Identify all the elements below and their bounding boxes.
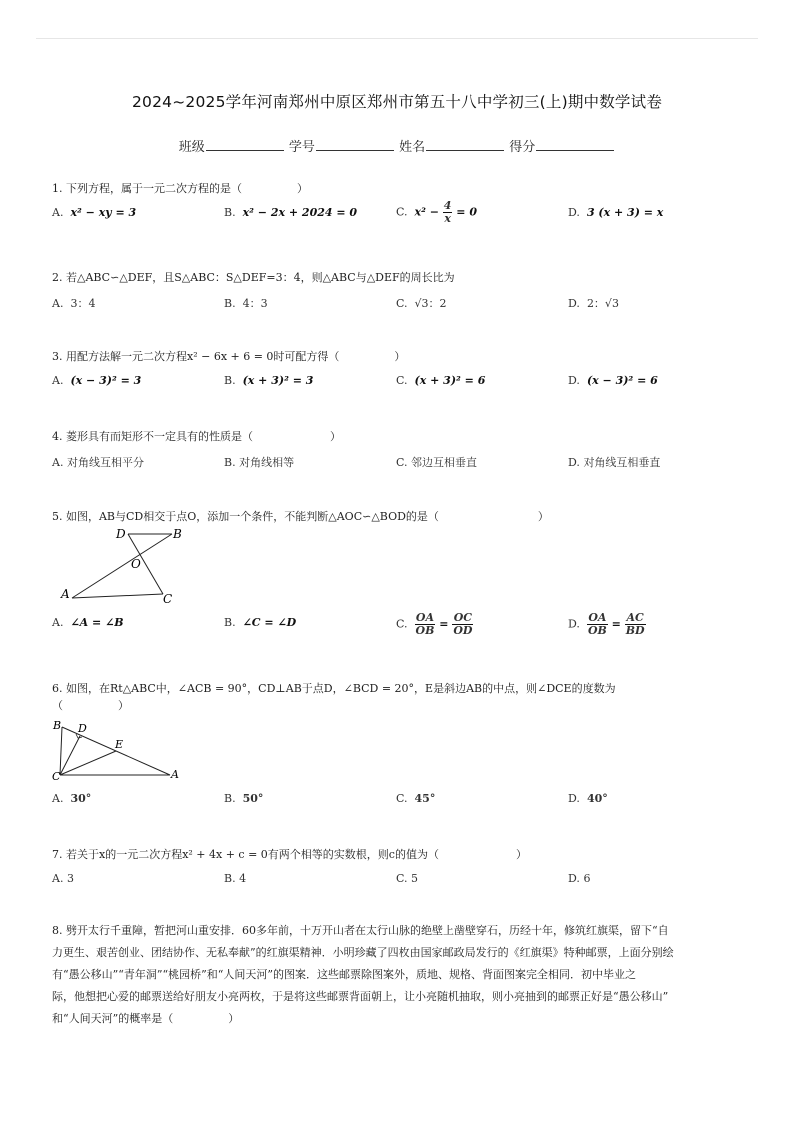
q6-option-b[interactable]: B. 50° — [224, 792, 264, 805]
q8-line-4: 际，他想把心爱的邮票送给好朋友小亮两枚，于是将这些邮票背面朝上，让小亮随机抽取，则小亮抽到的邮票正好是“愚公移山” — [52, 990, 669, 1003]
name-label: 姓名 — [399, 140, 426, 155]
name-blank[interactable] — [426, 138, 504, 151]
score-label: 得分 — [509, 140, 536, 155]
question-3-options — [52, 374, 752, 394]
segment-ce — [60, 751, 116, 775]
q1-option-b[interactable]: B. x² − 2x + 2024 = 0 — [224, 206, 358, 219]
page-title: 2024~2025学年河南郑州中原区郑州市第五十八中学初三(上)期中数学试卷 — [131, 93, 663, 111]
q5-option-b[interactable]: B. ∠C = ∠D — [224, 616, 297, 629]
q3-option-c[interactable]: C. (x + 3)² = 6 — [396, 374, 486, 387]
q3-option-b[interactable]: B. (x + 3)² = 3 — [224, 374, 314, 387]
q1-option-d[interactable]: D. 3 (x + 3) = x — [568, 206, 664, 219]
q2-option-b[interactable]: B. 4：3 — [224, 297, 268, 310]
q7-option-c[interactable]: C. 5 — [396, 872, 419, 885]
segment-cb — [60, 727, 62, 775]
q8-line-3: 有“愚公移山”“青年洞”“桃园桥”和“人间天河”的图案．这些邮票除图案外，质地、规格、背面图案完全相同．初中毕业之 — [52, 968, 636, 981]
question-2-stem: 2. 若△ABC∽△DEF，且S△ABC：S△DEF=3：4，则△ABC与△DEF的周长比为 — [52, 271, 455, 284]
question-5-stem: 5. 如图，AB与CD相交于点O，添加一个条件，不能判断△AOC∽△BOD的是（ ） — [52, 510, 549, 523]
question-6-stem: 6. 如图，在Rt△ABC中，∠ACB = 90°，CD⊥AB于点D，∠BCD = 20°，E是斜边AB的中点，则∠DCE的度数为 — [52, 682, 616, 695]
q8-line-5: 和“人间天河”的概率是（ ） — [52, 1012, 240, 1025]
label-a: A — [171, 768, 179, 781]
question-1-stem: 1. 下列方程，属于一元二次方程的是（ ） — [52, 182, 308, 195]
id-label: 学号 — [288, 140, 315, 155]
question-1-options — [52, 199, 752, 226]
q4-option-c[interactable]: C. 邻边互相垂直 — [396, 456, 478, 469]
q8-line-1: 8. 劈开太行千重障，暂把河山重安排．60多年前，十万开山者在太行山脉的绝壁上凿壁穿石，历经十年，修筑红旗渠，留下“自 — [52, 924, 669, 937]
question-7-stem: 7. 若关于x的一元二次方程x² + 4x + c = 0有两个相等的实数根，则c的值为（ ） — [52, 848, 527, 861]
label-c: C — [163, 592, 173, 605]
q7-option-d[interactable]: D. 6 — [568, 872, 591, 885]
segment-ac — [72, 594, 163, 598]
student-info-line — [0, 136, 794, 155]
q4-option-d[interactable]: D. 对角线互相垂直 — [568, 456, 661, 469]
q7-option-a[interactable]: A. 3 — [52, 872, 74, 885]
q3-option-a[interactable]: A. (x − 3)² = 3 — [52, 374, 142, 387]
q1-option-c[interactable]: C. x² − $\frac{4}{x}$ = 0 — [396, 199, 477, 225]
question-8-paragraph — [52, 920, 742, 1030]
q1-option-a[interactable]: A. x² − xy = 3 — [52, 206, 137, 219]
q4-option-a[interactable]: A. 对角线互相平分 — [52, 456, 144, 469]
q5-option-a[interactable]: A. ∠A = ∠B — [52, 616, 124, 629]
top-divider — [36, 38, 758, 39]
question-4-stem: 4. 菱形具有而矩形不一定具有的性质是（ ） — [52, 430, 341, 443]
q5-option-c[interactable]: C. $\frac{OA}{OB}$ = $\frac{OC}{OD}$ — [396, 611, 473, 637]
q2-option-c[interactable]: C. √3：2 — [396, 297, 447, 310]
label-e: E — [115, 738, 124, 751]
q7-option-b[interactable]: B. 4 — [224, 872, 247, 885]
label-b: B — [173, 527, 182, 541]
class-blank[interactable] — [206, 138, 284, 151]
label-b: B — [53, 719, 62, 732]
q8-line-2: 力更生、艰苦创业、团结协作、无私奉献”的红旗渠精神．小明珍藏了四枚由国家邮政局发行的《红旗渠》特种邮票，上面分别绘 — [52, 946, 674, 959]
question-7-options — [52, 872, 752, 892]
q2-option-a[interactable]: A. 3：4 — [52, 297, 96, 310]
q6-option-d[interactable]: D. 40° — [568, 792, 608, 805]
q6-option-a[interactable]: A. 30° — [52, 792, 92, 805]
question-6-figure — [50, 716, 190, 782]
q3-option-d[interactable]: D. (x − 3)² = 6 — [568, 374, 658, 387]
class-label: 班级 — [178, 140, 205, 155]
q5-option-d[interactable]: D. $\frac{OA}{OB}$ = $\frac{AC}{BD}$ — [568, 611, 645, 637]
label-d: D — [78, 722, 87, 735]
label-d: D — [116, 527, 126, 541]
question-5-figure — [56, 525, 186, 605]
question-6-stem-cont: （ ） — [52, 699, 129, 712]
question-6-options — [52, 792, 752, 812]
q4-option-b[interactable]: B. 对角线相等 — [224, 456, 295, 469]
score-blank[interactable] — [536, 138, 614, 151]
segment-cd — [60, 736, 80, 775]
id-blank[interactable] — [316, 138, 394, 151]
segment-ab — [72, 534, 172, 598]
label-c: C — [52, 770, 61, 782]
question-3-stem: 3. 用配方法解一元二次方程x² − 6x + 6 = 0时可配方得（ ） — [52, 350, 406, 363]
question-5-options — [52, 611, 752, 644]
q2-option-d[interactable]: D. 2：√3 — [568, 297, 619, 310]
question-4-options — [52, 454, 752, 474]
q6-option-c[interactable]: C. 45° — [396, 792, 436, 805]
label-o: O — [131, 557, 141, 571]
label-a: A — [61, 587, 70, 601]
question-2-options — [52, 295, 752, 315]
